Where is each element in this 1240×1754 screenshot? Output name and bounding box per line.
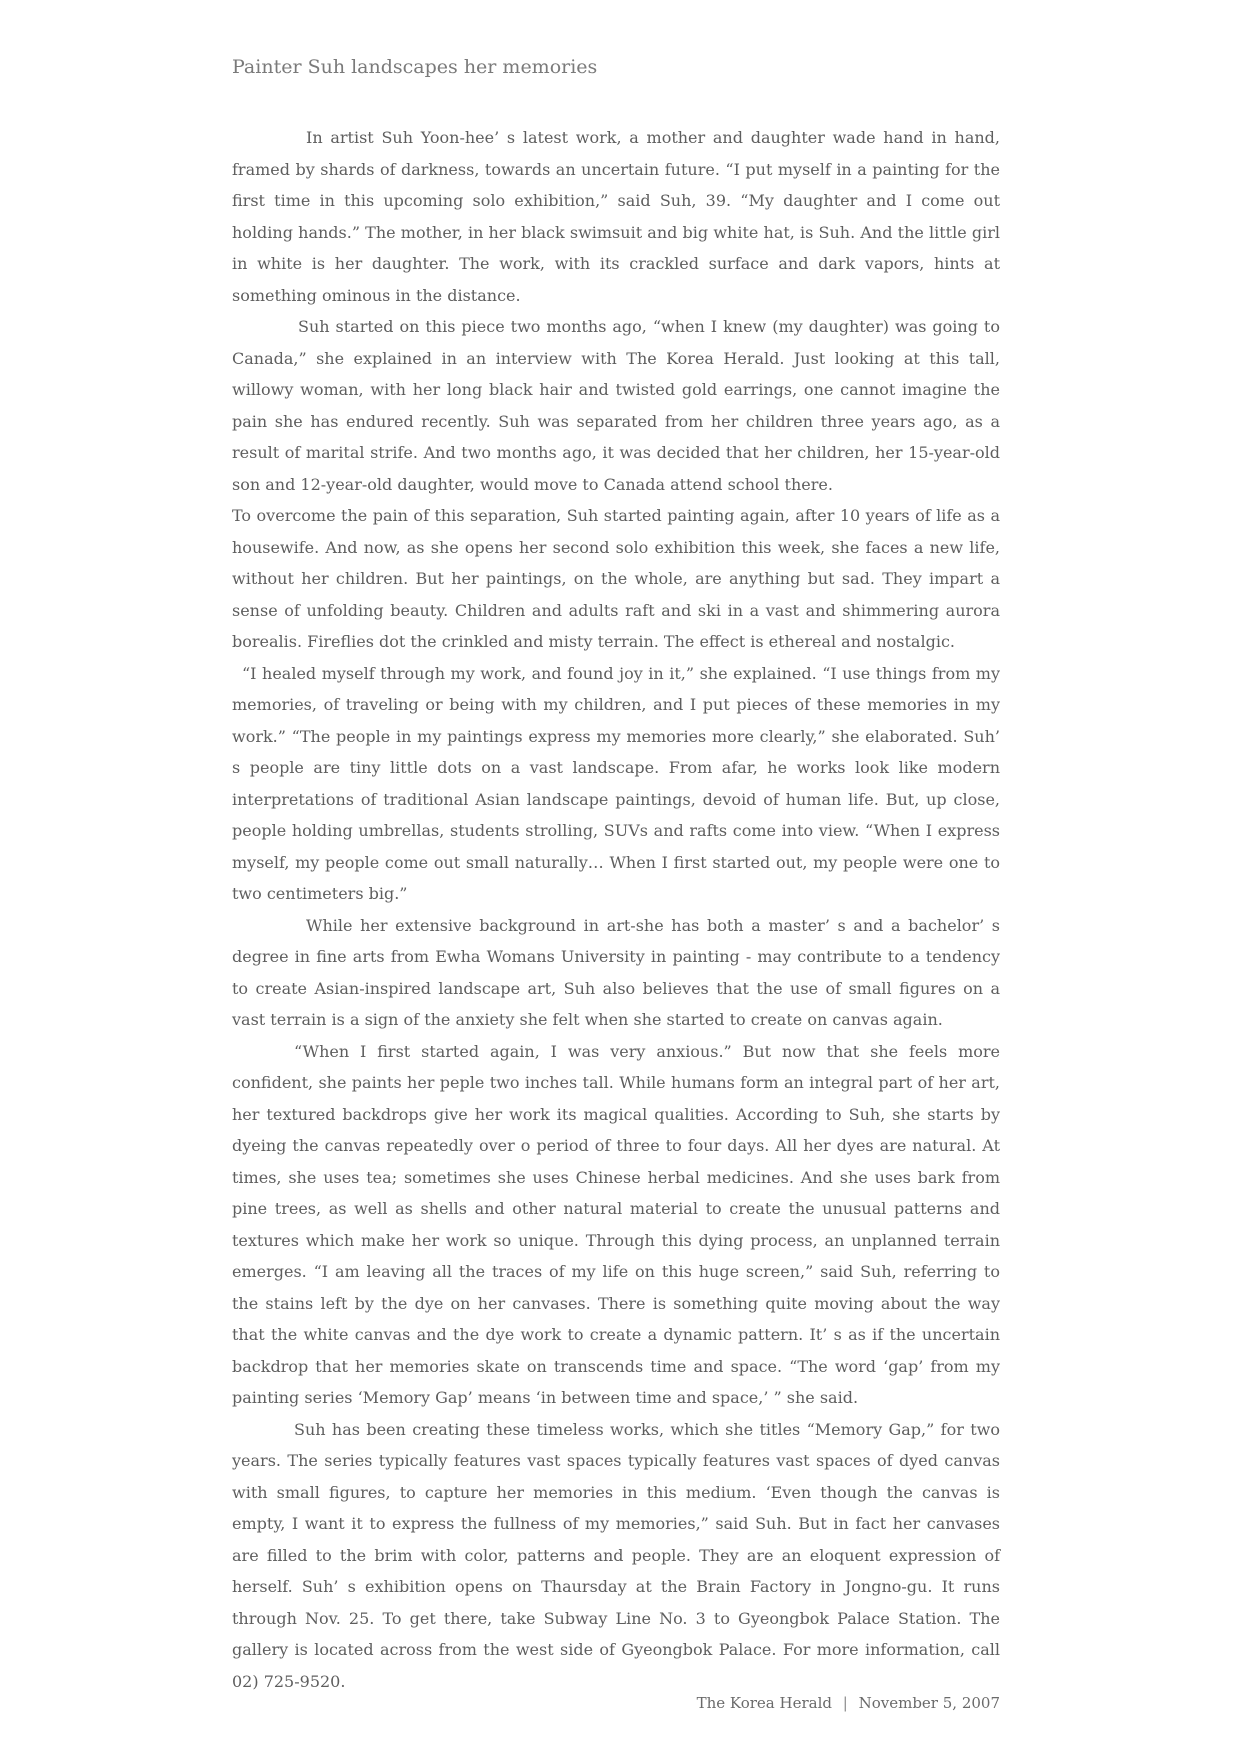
footer-source: The Korea Herald	[696, 1694, 832, 1712]
paragraph-3: To overcome the pain of this separation, Suh started painting again, after 10 years of life as a housewife. And now, as she opens her second solo exhibition this week, she faces a new life, without her children. But her paintings, on the whole, are anything but sad. They impart a sense of unfolding beauty. Children and adults raft and ski in a vast and shimmering aurora borealis. Fireflies dot the crinkled and misty terrain. The effect is ethereal and nostalgic.	[232, 506, 1000, 651]
article-headline: Painter Suh landscapes her memories	[232, 56, 598, 78]
footer-separator: |	[842, 1694, 848, 1712]
paragraph-6: “When I first started again, I was very anxious.” But now that she feels more confident, she paints her peple two inches tall. While humans form an integral part of her art, her textured backdrops give her work its magical qualities. According to Suh, she starts by dyeing the canvas repeatedly over o period of three to four days. All her dyes are natural. At times, she uses tea; sometimes she uses Chinese herbal medicines. And she uses bark from pine trees, as well as shells and other natural material to create the unusual patterns and textures which make her work so unique. Through this dying process, an unplanned terrain emerges. “I am leaving all the traces of my life on this huge screen,” said Suh, referring to the stains left by the dye on her canvases. There is something quite moving about the way that the white canvas and the dye work to create a dynamic pattern. It’ s as if the uncertain backdrop that her memories skate on transcends time and space. “The word ‘gap’ from my painting series ‘Memory Gap’ means ‘in between time and space,’ ” she said.	[232, 1041, 1000, 1407]
paragraph-5: While her extensive background in art-she has both a master’ s and a bachelor’ s degree in fine arts from Ewha Womans University in painting - may contribute to a tendency to create Asian-inspired landscape art, Suh also believes that the use of small figures on a vast terrain is a sign of the anxiety she felt when she started to create on canvas again.	[232, 915, 1000, 1029]
document-page	[232, 0, 1000, 1754]
paragraph-1: In artist Suh Yoon-hee’ s latest work, a mother and daughter wade hand in hand, framed by shards of darkness, towards an uncertain future. “I put myself in a painting for the first time in this upcoming solo exhibition,” said Suh, 39. “My daughter and I come out holding hands.” The mother, in her black swimsuit and big white hat, is Suh. And the little girl in white is her daughter. The work, with its crackled surface and dark vapors, hints at something ominous in the distance.	[232, 128, 1000, 305]
footer-date: November 5, 2007	[858, 1694, 1000, 1712]
paragraph-4: “I healed myself through my work, and found joy in it,” she explained. “I use things from my memories, of traveling or being with my children, and I put pieces of these memories in my work.” “The people in my paintings express my memories more clearly,” she elaborated. Suh’ s people are tiny little dots on a vast landscape. From afar, he works look like modern interpretations of traditional Asian landscape paintings, devoid of human life. But, up close, people holding umbrellas, students strolling, SUVs and rafts come into view. “When I express myself, my people come out small naturally… When I first started out, my people were one to two centimeters big.”	[232, 663, 1000, 903]
article-body	[232, 122, 1000, 1697]
article-footer	[697, 1694, 1000, 1712]
paragraph-2: Suh started on this piece two months ago, “when I knew (my daughter) was going to Canada,” she explained in an interview with The Korea Herald. Just looking at this tall, willowy woman, with her long black hair and twisted gold earrings, one cannot imagine the pain she has endured recently. Suh was separated from her children three years ago, as a result of marital strife. And two months ago, it was decided that her children, her 15-year-old son and 12-year-old daughter, would move to Canada attend school there.	[232, 317, 1000, 494]
paragraph-7: Suh has been creating these timeless works, which she titles “Memory Gap,” for two years. The series typically features vast spaces typically features vast spaces of dyed canvas with small figures, to capture her memories in this medium. ‘Even though the canvas is empty, I want it to express the fullness of my memories,” said Suh. But in fact her canvases are filled to the brim with color, patterns and people. They are an eloquent expression of herself. Suh’ s exhibition opens on Thaursday at the Brain Factory in Jongno-gu. It runs through Nov. 25. To get there, take Subway Line No. 3 to Gyeongbok Palace Station. The gallery is located across from the west side of Gyeongbok Palace. For more information, call 02) 725-9520.	[232, 1419, 1000, 1691]
